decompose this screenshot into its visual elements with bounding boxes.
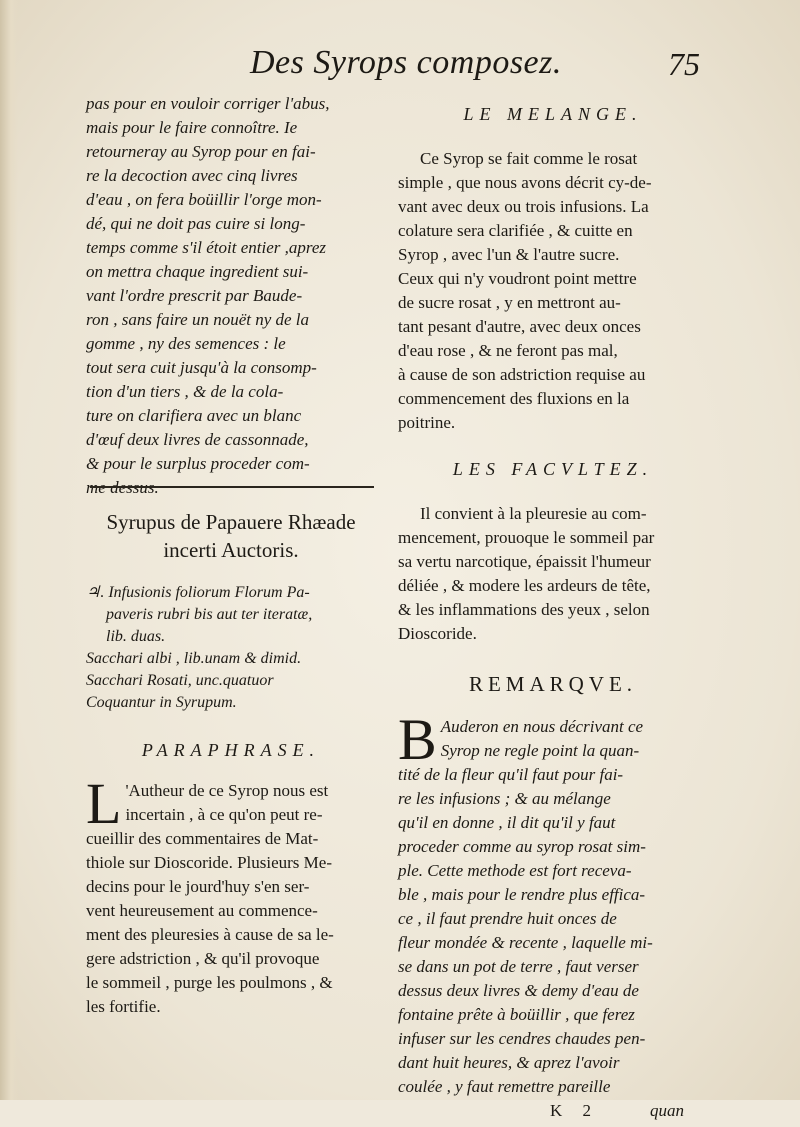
text-line: dé, qui ne doit pas cuire si long- xyxy=(86,214,306,233)
recipe-line: ♃. Infusionis foliorum Florum Pa- xyxy=(86,584,310,601)
text-line: retourneray au Syrop pour en fai- xyxy=(86,142,316,161)
text-line: le sommeil , purge les poulmons , & xyxy=(86,973,333,992)
text-line: re les infusions ; & au mélange xyxy=(398,789,611,808)
text-line: me dessus. xyxy=(86,478,159,497)
recipe-block xyxy=(86,508,376,1019)
text-line: on mettra chaque ingredient sui- xyxy=(86,262,309,281)
text-line: Il convient à la pleuresie au com- xyxy=(420,504,647,523)
text-line: fontaine prête à boüillir , que ferez xyxy=(398,1005,635,1024)
page-binding-edge xyxy=(0,0,18,1100)
text-line: vant avec deux ou trois infusions. La xyxy=(398,197,649,216)
text-line: d'eau rose , & ne feront pas mal, xyxy=(398,341,618,360)
recipe-title: Syrupus de Papauere Rhæade xyxy=(106,510,356,534)
recipe-line: Coquantur in Syrupum. xyxy=(86,694,237,711)
recipe-line: lib. duas. xyxy=(106,628,166,645)
drop-cap: L xyxy=(86,771,122,836)
text-line: dessus deux livres & demy d'eau de xyxy=(398,981,639,1000)
text-line: vent heureusement au commence- xyxy=(86,901,318,920)
text-line: à cause de son adstriction requise au xyxy=(398,365,646,384)
text-line: mais pour le faire connoître. Ie xyxy=(86,118,298,137)
text-line: proceder comme au syrop rosat sim- xyxy=(398,837,646,856)
text-line: incertain , à ce qu'on peut re- xyxy=(125,805,323,824)
text-line: ron , sans faire un nouët ny de la xyxy=(86,310,310,329)
text-line: cueillir des commentaires de Mat- xyxy=(86,829,319,848)
text-line: decins pour le jourd'huy s'en ser- xyxy=(86,877,310,896)
text-line: d'eau , on fera boüillir l'orge mon- xyxy=(86,190,322,209)
facultez-paragraph xyxy=(398,502,708,646)
intro-paragraph xyxy=(86,92,376,500)
recipe-line: Sacchari Rosati, unc.quatuor xyxy=(86,672,274,689)
facultez-heading: LES FACVLTEZ. xyxy=(452,459,654,479)
signature-mark: K 2 xyxy=(550,1101,600,1120)
left-column xyxy=(86,92,376,500)
text-line: ble , mais pour le rendre plus effica- xyxy=(398,885,646,904)
text-line: ture on clarifiera avec un blanc xyxy=(86,406,302,425)
text-line: temps comme s'il étoit entier ,aprez xyxy=(86,238,327,257)
text-line: Syrop , avec l'un & l'autre sucre. xyxy=(398,245,620,264)
text-line: colature sera clarifiée , & cuitte en xyxy=(398,221,633,240)
text-line: tion d'un tiers , & de la cola- xyxy=(86,382,284,401)
paraphrase-heading: PARAPHRASE. xyxy=(141,740,321,760)
text-line: commencement des fluxions en la xyxy=(398,389,630,408)
text-line: mencement, prouoque le sommeil par xyxy=(398,528,655,547)
recipe-title: incerti Auctoris. xyxy=(163,538,299,562)
text-line: 'Autheur de ce Syrop nous est xyxy=(125,781,329,800)
text-line: ce , il faut prendre huit onces de xyxy=(398,909,617,928)
text-line: déliée , & modere les ardeurs de tête, xyxy=(398,576,651,595)
text-line: les fortifie. xyxy=(86,997,161,1016)
recipe-line: Sacchari albi , lib.unam & dimid. xyxy=(86,650,302,667)
melange-heading: LE MELANGE. xyxy=(463,104,643,124)
text-line: tant pesant d'autre, avec deux onces xyxy=(398,317,641,336)
text-line: & les inflammations des yeux , selon xyxy=(398,600,650,619)
text-line: qu'il en donne , il dit qu'il y faut xyxy=(398,813,616,832)
text-line: sa vertu narcotique, épaissit l'humeur xyxy=(398,552,651,571)
text-line: thiole sur Dioscoride. Plusieurs Me- xyxy=(86,853,332,872)
text-line: pas pour en vouloir corriger l'abus, xyxy=(86,94,330,113)
text-line: re la decoction avec cinq livres xyxy=(86,166,298,185)
drop-cap: B xyxy=(398,707,437,772)
recipe-line: paveris rubri bis aut ter iteratæ, xyxy=(106,606,313,623)
page-footer xyxy=(398,1101,708,1127)
text-line: infuser sur les cendres chaudes pen- xyxy=(398,1029,646,1048)
text-line: ment des pleuresies à cause de sa le- xyxy=(86,925,334,944)
text-line: dant huit heures, & aprez l'avoir xyxy=(398,1053,620,1072)
right-column xyxy=(398,104,708,1127)
text-line: Dioscoride. xyxy=(398,624,477,643)
section-divider-rule xyxy=(90,486,374,488)
text-line: se dans un pot de terre , faut verser xyxy=(398,957,639,976)
page-header xyxy=(0,40,800,90)
text-line: gomme , ny des semences : le xyxy=(86,334,286,353)
paraphrase-paragraph xyxy=(86,771,376,1019)
text-line: Auderon en nous décrivant ce xyxy=(440,717,644,736)
text-line: & pour le surplus proceder com- xyxy=(86,454,310,473)
running-title: Des Syrops composez. xyxy=(250,44,562,81)
remarque-paragraph xyxy=(398,707,708,1099)
text-line: de sucre rosat , y en mettront au- xyxy=(398,293,621,312)
text-line: fleur mondée & recente , laquelle mi- xyxy=(398,933,653,952)
page-number: 75 xyxy=(668,46,700,82)
catchword: quan xyxy=(650,1101,684,1120)
text-line: Ce Syrop se fait comme le rosat xyxy=(420,149,638,168)
remarque-heading: REMARQVE. xyxy=(468,672,638,696)
text-line: coulée , y faut remettre pareille xyxy=(398,1077,611,1096)
melange-paragraph xyxy=(398,147,708,435)
text-line: gere adstriction , & qu'il provoque xyxy=(86,949,320,968)
text-line: ple. Cette methode est fort receva- xyxy=(398,861,632,880)
text-line: poitrine. xyxy=(398,413,456,432)
text-line: Syrop ne regle point la quan- xyxy=(440,741,640,760)
text-line: simple , que nous avons décrit cy-de- xyxy=(398,173,652,192)
text-line: tité de la fleur qu'il faut pour fai- xyxy=(398,765,624,784)
text-line: Ceux qui n'y voudront point mettre xyxy=(398,269,637,288)
text-line: vant l'ordre prescrit par Baude- xyxy=(86,286,303,305)
text-line: tout sera cuit jusqu'à la consomp- xyxy=(86,358,317,377)
text-line: d'œuf deux livres de cassonnade, xyxy=(86,430,309,449)
